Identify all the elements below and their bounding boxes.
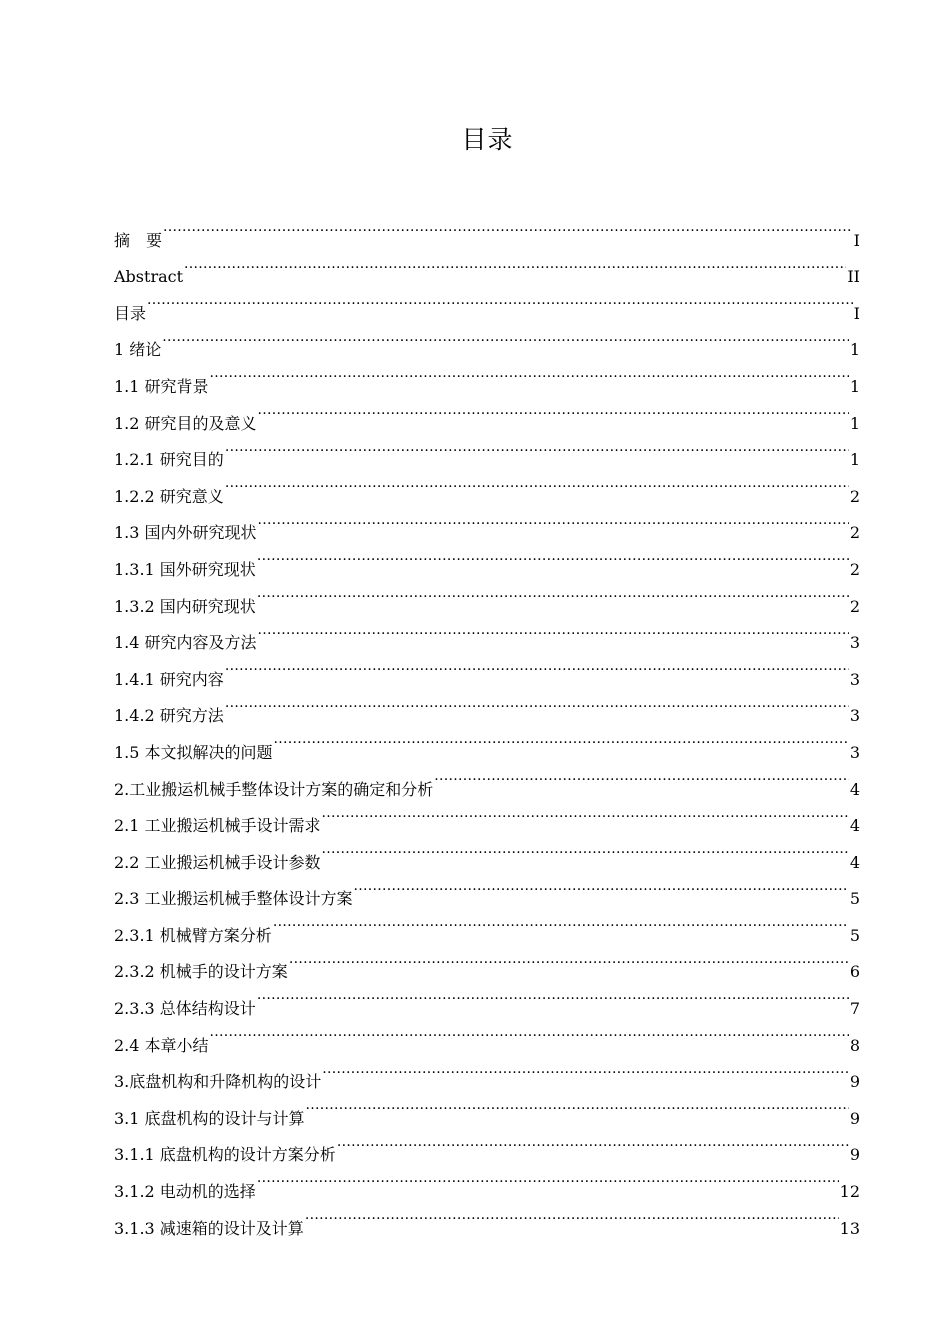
toc-dot-leader [225,429,849,466]
toc-dot-leader [147,282,853,319]
toc-dot-leader [257,1160,839,1197]
toc-entry-label: 3.1.2 电动机的选择 [114,1182,256,1202]
toc-entry-page: 5 [849,889,860,909]
toc-dot-leader [257,538,849,575]
toc-entry-label: 摘 要 [114,230,163,250]
toc-entry[interactable] [114,246,860,287]
toc-entry-page: 5 [849,925,860,945]
toc-entry[interactable] [114,465,860,506]
toc-dot-leader [225,465,849,502]
toc-entry[interactable] [114,282,860,323]
toc-entry-label: 1.4.2 研究方法 [114,706,224,726]
toc-dot-leader [258,612,849,649]
toc-entry-label: 2.工业搬运机械手整体设计方案的确定和分析 [114,779,434,799]
toc-entry[interactable] [114,502,860,543]
toc-entry-page: 1 [849,413,860,433]
toc-entry[interactable] [114,1051,860,1092]
toc-entry-label: 2.3.3 总体结构设计 [114,999,256,1019]
toc-entry-page: II [847,267,860,287]
toc-entry[interactable] [114,209,860,250]
toc-entry-page: 4 [849,852,860,872]
toc-entry[interactable] [114,355,860,396]
toc-dot-leader [163,209,853,246]
toc-entry-page: 6 [849,962,860,982]
toc-entry-label: 2.2 工业搬运机械手设计参数 [114,852,321,872]
toc-entry-page: 2 [849,596,860,616]
toc-entry-page: 2 [849,486,860,506]
toc-entry[interactable] [114,392,860,433]
toc-entry-page: 7 [849,999,860,1019]
toc-entry-page: 1 [849,376,860,396]
toc-entry-label: Abstract [114,267,184,287]
toc-entry-page: 4 [849,816,860,836]
toc-entry-page: I [853,230,860,250]
toc-entry[interactable] [114,319,860,360]
toc-dot-leader [305,1197,839,1234]
toc-entry-page: 9 [849,1145,860,1165]
toc-dot-leader [306,1087,849,1124]
toc-entry-label: 3.1 底盘机构的设计与计算 [114,1108,305,1128]
toc-entry-label: 1.2.1 研究目的 [114,450,224,470]
toc-entry-label: 目录 [114,303,147,323]
toc-entry-label: 1.2 研究目的及意义 [114,413,257,433]
toc-dot-leader [225,685,849,722]
toc-entry-label: 2.1 工业搬运机械手设计需求 [114,816,321,836]
toc-entry-label: 1.3.2 国内研究现状 [114,596,256,616]
toc-dot-leader [434,758,849,795]
toc-entry-label: 3.1.3 减速箱的设计及计算 [114,1218,304,1238]
toc-entry-page: 3 [849,669,860,689]
toc-entry[interactable] [114,648,860,689]
toc-entry-page: 4 [849,779,860,799]
toc-entry-label: 2.3.1 机械臂方案分析 [114,925,272,945]
toc-entry-label: 3.底盘机构和升降机构的设计 [114,1072,322,1092]
toc-dot-leader [184,246,846,283]
toc-entry-label: 1.5 本文拟解决的问题 [114,742,273,762]
toc-entry-label: 2.3 工业搬运机械手整体设计方案 [114,889,353,909]
toc-entry[interactable] [114,1014,860,1055]
toc-entry-page: 1 [849,340,860,360]
toc-entry[interactable] [114,685,860,726]
toc-dot-leader [257,977,849,1014]
toc-title: 目录 [461,125,514,154]
toc-entry-page: 9 [849,1072,860,1092]
toc-entry-label: 1 绪论 [114,340,162,360]
toc-entry[interactable] [114,721,860,762]
toc-entry-label: 1.3.1 国外研究现状 [114,559,256,579]
toc-entry-label: 3.1.1 底盘机构的设计方案分析 [114,1145,336,1165]
toc-entry-label: 1.2.2 研究意义 [114,486,224,506]
toc-dot-leader [354,868,849,905]
toc-dot-leader [258,502,849,539]
toc-entry-page: 1 [849,450,860,470]
toc-entry-page: I [853,303,860,323]
toc-dot-leader [322,831,849,868]
toc-list [114,209,860,1238]
toc-entry-label: 2.4 本章小结 [114,1035,209,1055]
toc-dot-leader [257,575,849,612]
toc-entry-label: 1.4.1 研究内容 [114,669,224,689]
toc-dot-leader [225,648,849,685]
toc-dot-leader [210,355,849,392]
toc-entry-page: 2 [849,523,860,543]
toc-entry-page: 3 [849,633,860,653]
toc-dot-leader [274,721,849,758]
toc-entry-page: 3 [849,742,860,762]
toc-dot-leader [210,1014,849,1051]
toc-dot-leader [322,795,849,832]
toc-entry-page: 9 [849,1108,860,1128]
toc-entry-label: 1.1 研究背景 [114,376,209,396]
toc-dot-leader [289,941,849,978]
toc-entry-label: 1.4 研究内容及方法 [114,633,257,653]
toc-entry-page: 8 [849,1035,860,1055]
toc-entry-page: 12 [839,1182,860,1202]
toc-entry-page: 2 [849,559,860,579]
toc-entry-label: 2.3.2 机械手的设计方案 [114,962,288,982]
toc-dot-leader [273,904,849,941]
toc-dot-leader [162,319,849,356]
toc-dot-leader [322,1051,849,1088]
toc-dot-leader [258,392,849,429]
toc-dot-leader [337,1124,849,1161]
toc-entry-page: 13 [839,1218,860,1238]
toc-entry[interactable] [114,429,860,470]
toc-entry-label: 1.3 国内外研究现状 [114,523,257,543]
toc-entry-page: 3 [849,706,860,726]
